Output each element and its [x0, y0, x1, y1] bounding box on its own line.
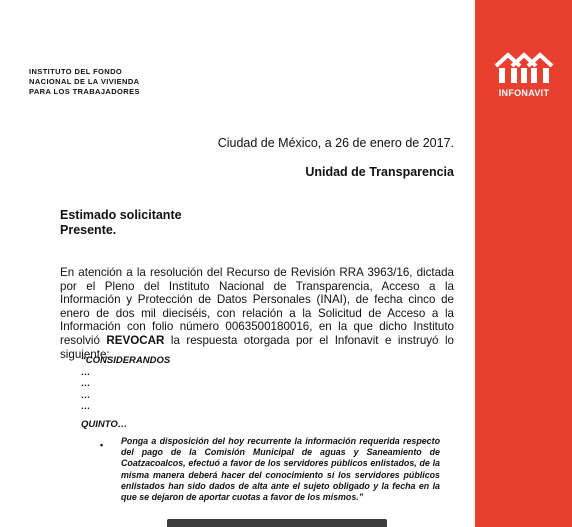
institution-line-2: NACIONAL DE LA VIVIENDA — [29, 77, 140, 86]
bottom-toolbar-edge — [167, 519, 387, 527]
institution-name — [29, 67, 140, 97]
paragraph-text-end: la respuesta otorgada por el Infonavit e instruyó lo siguiente: — [60, 333, 455, 361]
greeting-line-1: Estimado solicitante — [60, 208, 182, 222]
quote-heading: “CONSIDERANDOS — [81, 355, 171, 366]
greeting — [60, 208, 182, 238]
bullet-icon: • — [100, 440, 104, 450]
quinto-heading: QUINTO… — [81, 419, 128, 430]
houses-logo-icon — [493, 52, 555, 86]
quoted-considerandos — [81, 355, 170, 413]
ellipsis-line: … — [81, 366, 91, 378]
sender-unit: Unidad de Transparencia — [305, 165, 454, 179]
letter-date: Ciudad de México, a 26 de enero de 2017. — [217, 136, 454, 150]
body-paragraph — [60, 266, 454, 361]
bullet-item-text: Ponga a disposición del hoy recurrente la información requerida respecto del pago de la Comisión Municipal de aguas y Saneamiento de Coatzacoalcos, efectuó a favor de los servidores públicos enlistados, de la misma manera deberá hacer del conocimiento sí los servidores públicos enlistados han sido dados de alta ante el sujeto obligado y la fecha en la que se dejaron de aportar cuotas a favor de los mismos.” — [121, 436, 440, 503]
greeting-line-2: Presente. — [60, 223, 117, 237]
logo-wordmark: INFONAVIT — [498, 88, 550, 98]
institution-line-1: INSTITUTO DEL FONDO — [29, 67, 123, 76]
institution-line-3: PARA LOS TRABAJADORES — [29, 87, 140, 96]
infonavit-logo — [487, 52, 561, 98]
ellipsis-line: … — [81, 378, 91, 390]
revocar-emphasis: REVOCAR — [106, 333, 165, 347]
paragraph-text-start: En atención a la resolución del Recurso de Revisión RRA 3963/16, dictada por el Pleno del Instituto Nacional de Transparencia, Acceso a la Información y Protección de Datos Personales (INAI), de fecha cinco de enero de dos mil dieciséis, con relación a la Solicitud de Acceso a la Información con folio número 0063500180016, en la que dicho Instituto resolvió — [60, 266, 454, 347]
ellipsis-line: … — [81, 401, 91, 413]
ellipsis-line: … — [81, 389, 91, 401]
